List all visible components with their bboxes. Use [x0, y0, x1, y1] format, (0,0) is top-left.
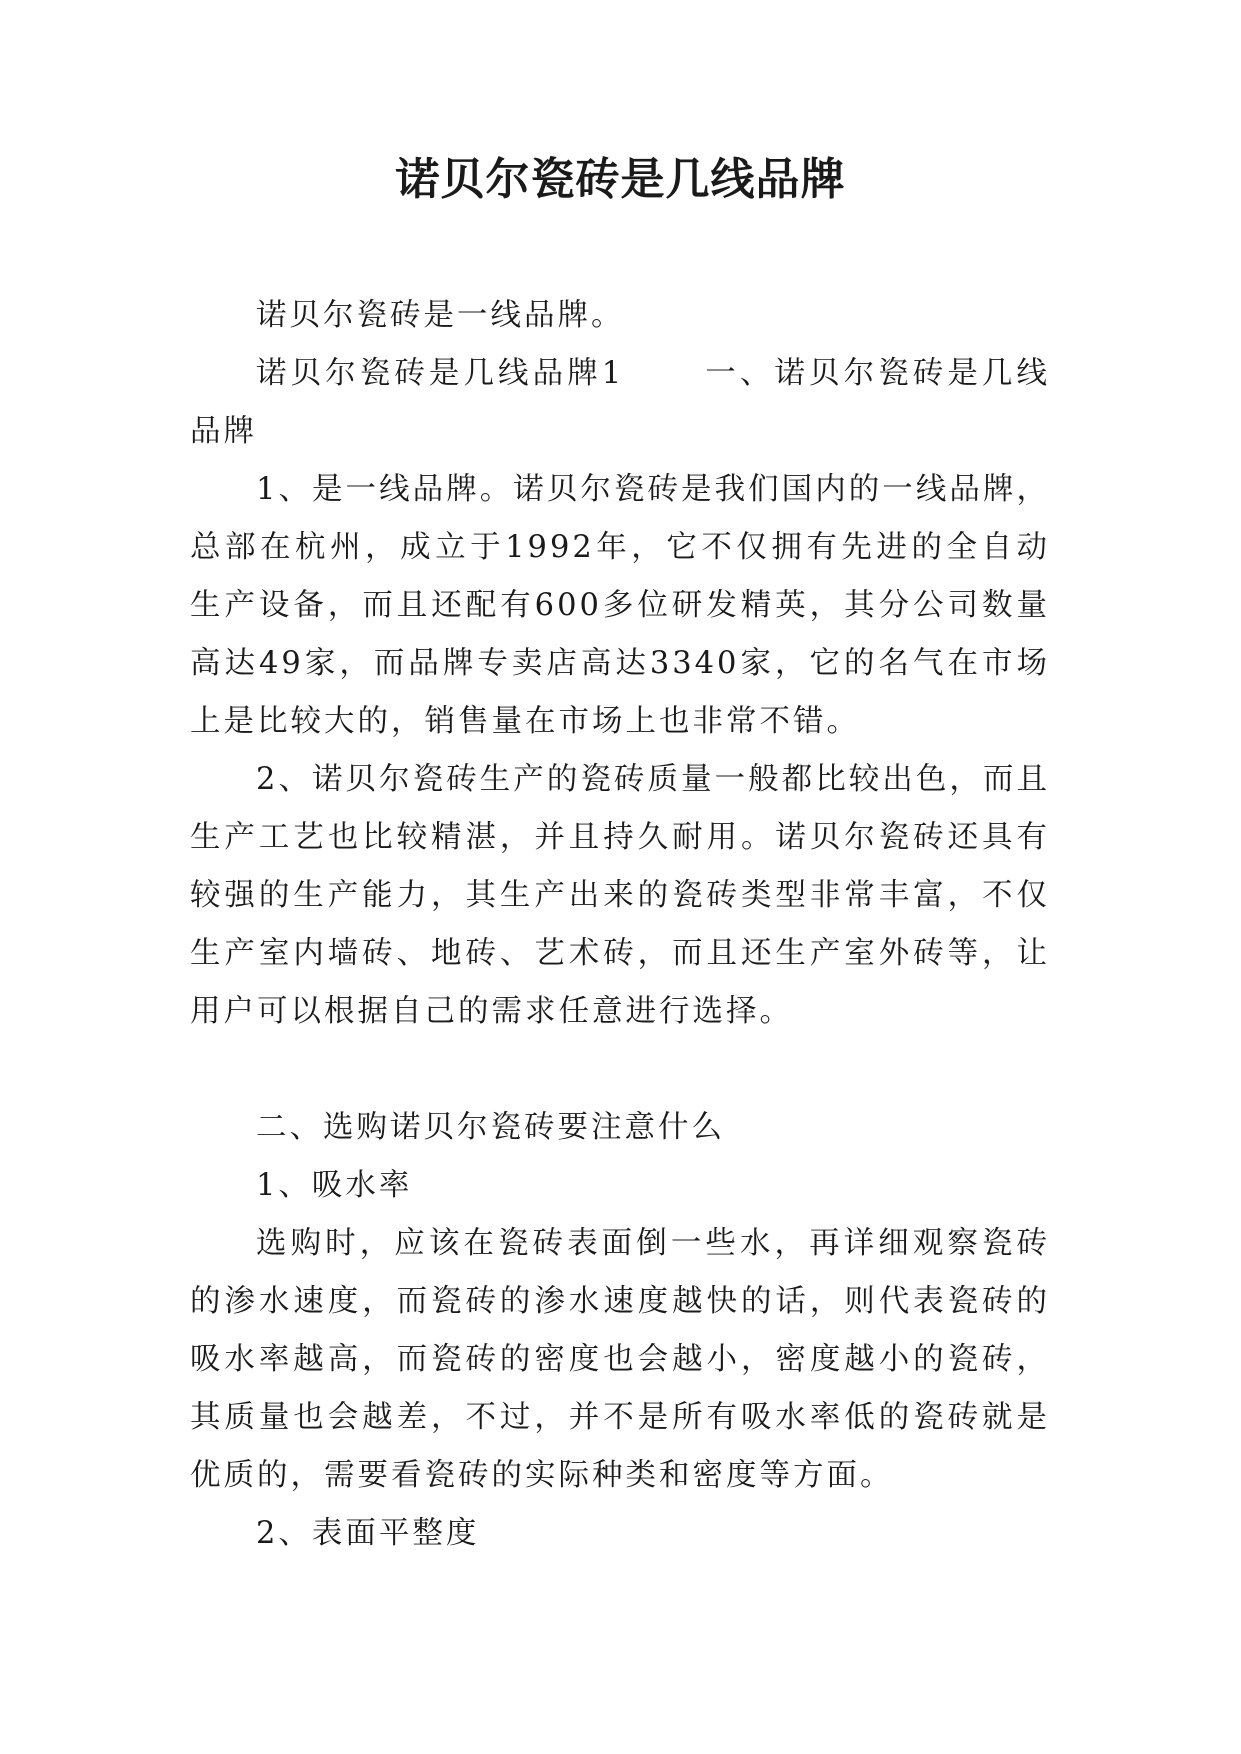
- subheading-water-absorption: 1、吸水率: [256, 1168, 413, 1203]
- section-gap: [190, 1041, 1050, 1099]
- paragraph-point-1: 1、是一线品牌。诺贝尔瓷砖是我们国内的一线品牌，总部在杭州，成立于1992年，它不仅拥有先进的全自动生产设备，而且还配有600多位研发精英，其分公司数量高达49家，而品牌专卖店高达3340家，它的名气在市场上是比较大的，销售量在市场上也非常不错。: [190, 472, 1050, 739]
- document-body: [190, 287, 1050, 1563]
- paragraph-water-absorption: 选购时，应该在瓷砖表面倒一些水，再详细观察瓷砖的渗水速度，而瓷砖的渗水速度越快的话，则代表瓷砖的吸水率越高，而瓷砖的密度也会越小，密度越小的瓷砖，其质量也会越差，不过，并不是所有吸水率低的瓷砖就是优质的，需要看瓷砖的实际种类和密度等方面。: [190, 1226, 1050, 1493]
- subtitle-text: 诺贝尔瓷砖是几线品牌1: [256, 356, 625, 391]
- paragraph-point-2: 2、诺贝尔瓷砖生产的瓷砖质量一般都比较出色，而且生产工艺也比较精湛，并且持久耐用。诺贝尔瓷砖还具有较强的生产能力，其生产出来的瓷砖类型非常丰富，不仅生产室内墙砖、地砖、艺术砖，而且还生产室外砖等，让用户可以根据自己的需求任意进行选择。: [190, 762, 1050, 1029]
- section-heading-2: 二、选购诺贝尔瓷砖要注意什么: [256, 1110, 725, 1145]
- paragraph-summary: 诺贝尔瓷砖是一线品牌。: [256, 298, 625, 333]
- section-heading-1: 一、诺贝尔瓷砖是几线品牌: [190, 356, 1050, 449]
- subheading-surface-flatness: 2、表面平整度: [256, 1516, 480, 1551]
- paragraph-heading-line: [190, 345, 1050, 461]
- document-title: 诺贝尔瓷砖是几线品牌: [395, 154, 846, 205]
